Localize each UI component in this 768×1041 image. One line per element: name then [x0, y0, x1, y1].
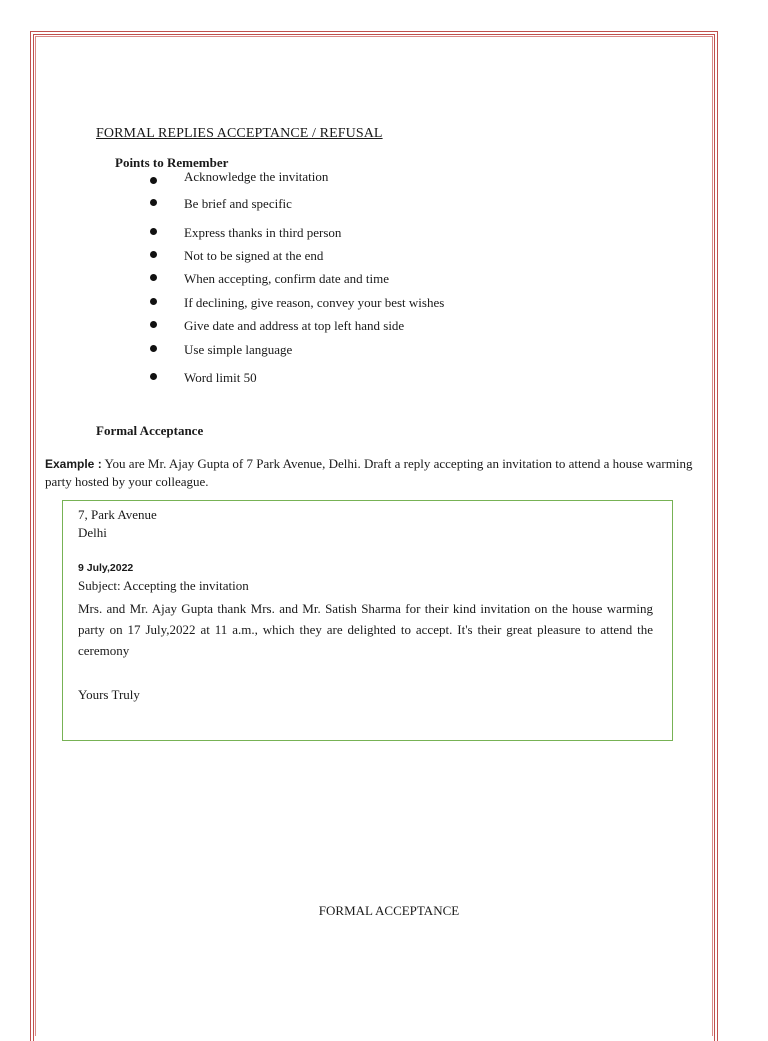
example-label: Example : [45, 457, 102, 471]
bullet-icon [150, 199, 157, 206]
list-item-text: Be brief and specific [184, 196, 292, 211]
list-item-text: When accepting, confirm date and time [184, 271, 390, 286]
example-text: You are Mr. Ajay Gupta of 7 Park Avenue, Delhi. Draft a reply accepting an invitation to attend a house warming party hosted by your colleague. [45, 456, 693, 489]
bullet-icon [150, 274, 157, 281]
footer-heading: FORMAL ACCEPTANCE [318, 903, 460, 918]
address-line-1: 7, Park Avenue [78, 507, 157, 522]
section-heading: Formal Acceptance [96, 423, 204, 438]
bullet-icon [150, 177, 157, 184]
document-title: FORMAL REPLIES ACCEPTANCE / REFUSAL [96, 126, 383, 141]
list-item-text: Acknowledge the invitation [184, 169, 329, 184]
list-item-text: Word limit 50 [184, 370, 257, 385]
bullet-icon [150, 321, 157, 328]
bullet-icon [150, 345, 157, 352]
example-paragraph [45, 455, 715, 490]
letter-box [62, 500, 673, 741]
letter-body: Mrs. and Mr. Ajay Gupta thank Mrs. and Mr. Satish Sharma for their kind invitation on the house warming party on 17 July,2022 at 11 a.m., which they are delighted to accept. It's their great pleasure to attend the ceremony [78, 601, 653, 658]
points-heading: Points to Remember [115, 155, 229, 170]
list-item-text: If declining, give reason, convey your best wishes [184, 295, 445, 310]
letter-date: 9 July,2022 [78, 562, 134, 574]
bullet-icon [150, 228, 157, 235]
bullet-icon [150, 373, 157, 380]
list-item-text: Not to be signed at the end [184, 248, 324, 263]
letter-closing: Yours Truly [78, 687, 140, 702]
list-item-text: Give date and address at top left hand side [184, 318, 405, 333]
list-item-text: Express thanks in third person [184, 225, 342, 240]
letter-subject: Subject: Accepting the invitation [78, 578, 249, 593]
list-item-text: Use simple language [184, 342, 293, 357]
address-line-2: Delhi [78, 525, 107, 540]
bullet-icon [150, 298, 157, 305]
bullet-icon [150, 251, 157, 258]
